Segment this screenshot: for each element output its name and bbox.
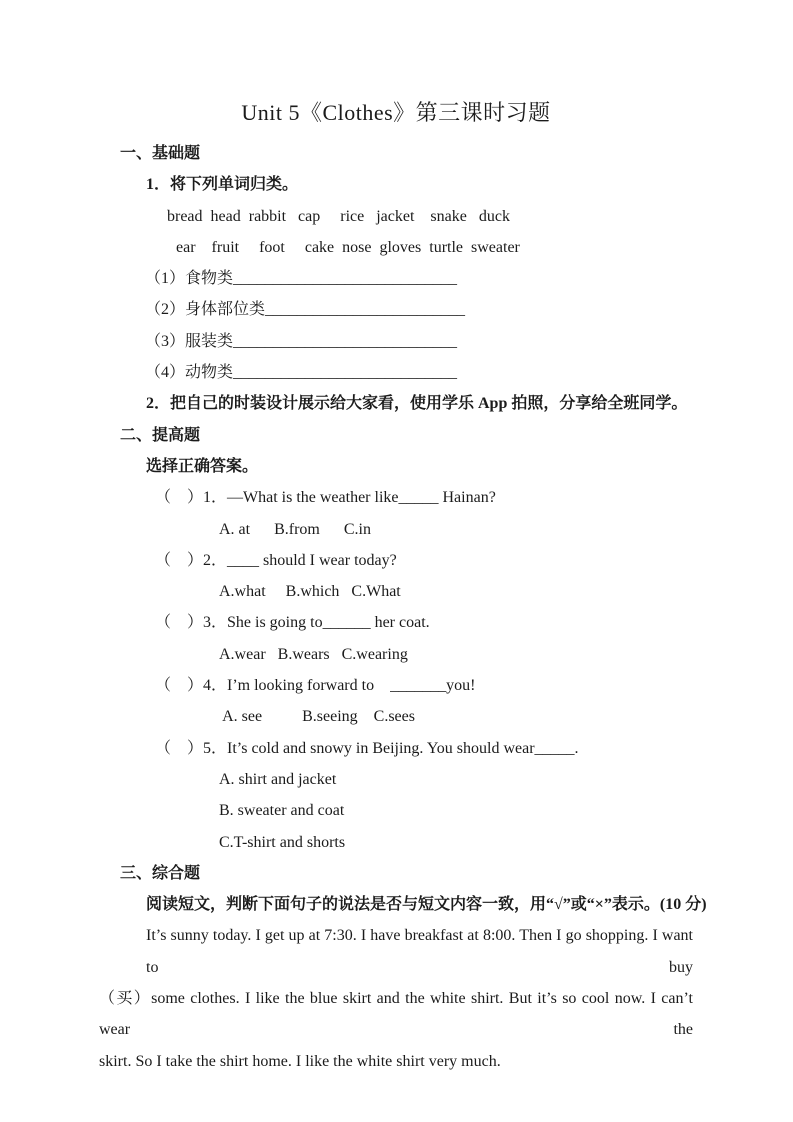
section2-heading: 二、提高题: [120, 426, 201, 444]
section3-instruction: 阅读短文，判断下面句子的说法是否与短文内容一致，用“√”或“×”表示。(10 分): [146, 896, 707, 914]
passage-line-1: It’s sunny today. I get up at 7:30. I have breakfast at 8:00. Then I go shopping. I want to buy: [146, 927, 693, 976]
question-3-options: A.wear B.wears C.wearing: [219, 645, 408, 663]
word-bank-row-2: ear fruit foot cake nose gloves turtle sweater: [176, 238, 520, 256]
category-blank-body: （2）身体部位类_________________________: [145, 301, 466, 319]
question-2-options: A.what B.which C.What: [219, 583, 401, 601]
section1-heading: 一、基础题: [120, 145, 201, 162]
passage-line-2: （买）some clothes. I like the blue skirt and the white shirt. But it’s so cool now. I can’t wear the: [99, 990, 693, 1039]
question-4-options: A. see B.seeing C.sees: [219, 708, 415, 726]
question-5-option-c: C.T-shirt and shorts: [219, 833, 346, 851]
question-1-stem: （ ）1．—What is the weather like_____ Hainan?: [155, 489, 496, 507]
question-5-stem: （ ）5．It’s cold and snowy in Beijing. You should wear_____.: [155, 739, 579, 757]
question-2-stem: （ ）2．____ should I wear today?: [155, 551, 397, 569]
category-blank-clothes: （3）服装类____________________________: [145, 332, 458, 350]
section2-instruction: 选择正确答案。: [146, 457, 259, 475]
question-5-option-a: A. shirt and jacket: [219, 770, 337, 788]
category-blank-food: （1）食物类____________________________: [145, 270, 458, 288]
category-blank-animals: （4）动物类____________________________: [145, 364, 458, 382]
item2-label: 2．把自己的时装设计展示给大家看，使用学乐 App 拍照，分享给全班同学。: [146, 395, 688, 413]
question-5-option-b: B. sweater and coat: [219, 802, 345, 820]
passage-line-3: skirt. So I take the shirt home. I like the white shirt very much.: [99, 1052, 501, 1070]
section3-heading: 三、综合题: [120, 864, 201, 882]
question-4-stem: （ ）4．I’m looking forward to _______you!: [155, 677, 476, 695]
item1-label: 1．将下列单词归类。: [146, 176, 299, 194]
document-title: Unit 5《Clothes》第三课时习题: [241, 100, 551, 125]
word-bank-row-1: bread head rabbit cap rice jacket snake duck: [167, 207, 510, 225]
question-1-options: A. at B.from C.in: [219, 520, 371, 538]
question-3-stem: （ ）3．She is going to______ her coat.: [155, 614, 430, 632]
